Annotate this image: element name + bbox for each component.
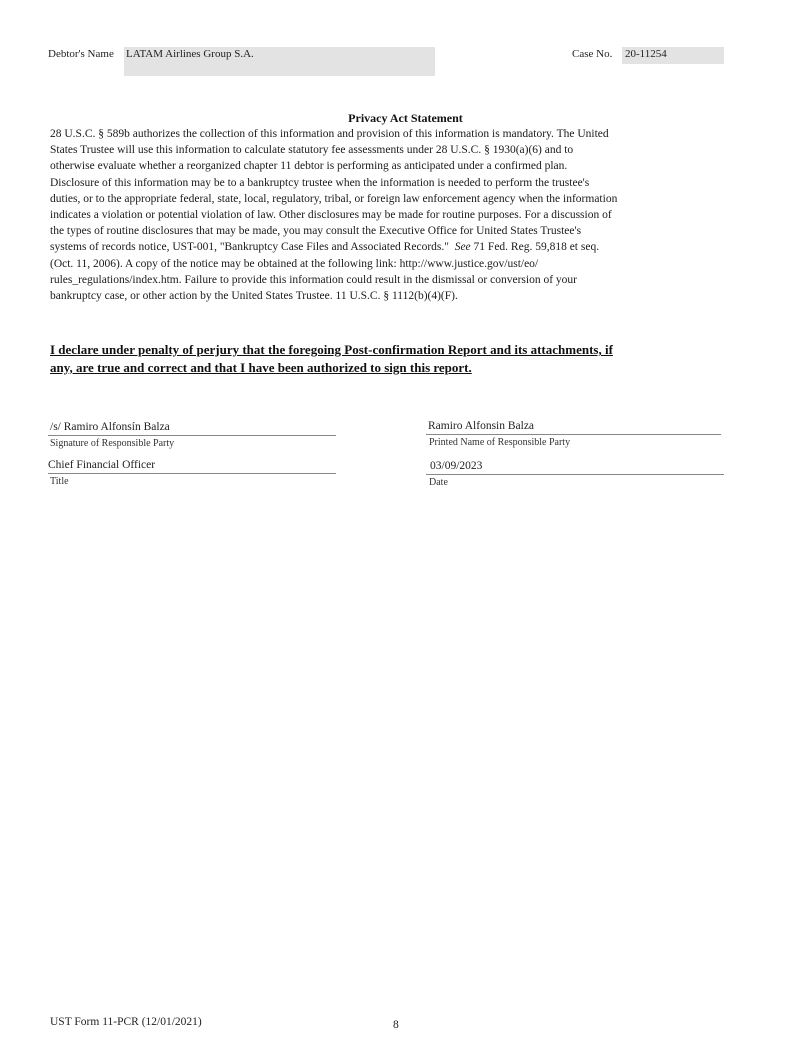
- signature-underline: [48, 435, 336, 436]
- privacy-line: States Trustee will use this information to calculate statutory fee assessments under 28 U.S.C. § 1930(a)(6) and to: [50, 144, 574, 157]
- date-field[interactable]: 03/09/2023: [430, 460, 483, 472]
- privacy-act-title: Privacy Act Statement: [348, 111, 463, 125]
- privacy-line-text: 71 Fed. Reg. 59,818 et seq.: [470, 241, 600, 254]
- privacy-line: otherwise evaluate whether a reorganized chapter 11 debtor is performing as anticipated under a confirmed plan.: [50, 160, 568, 173]
- privacy-line: indicates a violation or potential violation of law. Other disclosures may be made for routine purposes. For a discussion of: [50, 209, 612, 222]
- privacy-line: [50, 239, 730, 255]
- case-number-field[interactable]: [622, 47, 724, 64]
- privacy-line: 28 U.S.C. § 589b authorizes the collection of this information and provision of this information is mandatory. The United: [50, 128, 609, 140]
- debtor-name-label: Debtor's Name: [48, 48, 114, 60]
- printed-name-field[interactable]: Ramiro Alfonsin Balza: [428, 420, 535, 432]
- privacy-line: Disclosure of this information may be to a bankruptcy trustee when the information is needed to perform the trustee's: [50, 176, 590, 189]
- declaration-line: I declare under penalty of perjury that the foregoing Post-confirmation Report and its attachments, if: [50, 342, 613, 357]
- declaration-line: any, are true and correct and that I have been authorized to sign this report.: [50, 360, 472, 375]
- privacy-line: the types of routine disclosures that may be made, you may consult the Executive Office for United States Trustee's: [50, 225, 582, 238]
- case-number-label: Case No.: [572, 48, 613, 60]
- privacy-act-body: [50, 126, 730, 304]
- date-caption: Date: [429, 477, 448, 488]
- printed-name-underline: [426, 434, 721, 435]
- page-number: 8: [393, 1019, 399, 1031]
- privacy-line: duties, or to the appropriate federal, state, local, regulatory, tribal, or foreign law enforcement agency when the information: [50, 192, 618, 205]
- privacy-line-text: systems of records notice, UST-001, "Bankruptcy Case Files and Associated Records.": [50, 241, 455, 254]
- title-underline: [48, 473, 336, 474]
- privacy-line: rules_regulations/index.htm. Failure to provide this information could result in the dismissal or conversion of your: [50, 273, 577, 286]
- printed-name-caption: Printed Name of Responsible Party: [429, 437, 571, 448]
- debtor-name-field[interactable]: [124, 47, 435, 76]
- signature-caption: Signature of Responsible Party: [50, 438, 175, 449]
- perjury-declaration: [50, 341, 750, 377]
- see-citation: See: [454, 241, 471, 254]
- privacy-line: (Oct. 11, 2006). A copy of the notice may be obtained at the following link: http://www.justice.gov/ust/eo/: [50, 257, 539, 270]
- signature-field[interactable]: /s/ Ramiro Alfonsín Balza: [50, 421, 170, 433]
- title-field[interactable]: Chief Financial Officer: [48, 459, 156, 471]
- title-caption: Title: [50, 476, 69, 487]
- privacy-line: bankruptcy case, or other action by the United States Trustee. 11 U.S.C. § 1112(b)(4)(F).: [50, 290, 458, 303]
- date-underline: [426, 474, 724, 475]
- case-number-value: 20-11254: [625, 48, 667, 60]
- form-identifier: UST Form 11-PCR (12/01/2021): [50, 1016, 202, 1028]
- debtor-name-value: LATAM Airlines Group S.A.: [126, 48, 254, 60]
